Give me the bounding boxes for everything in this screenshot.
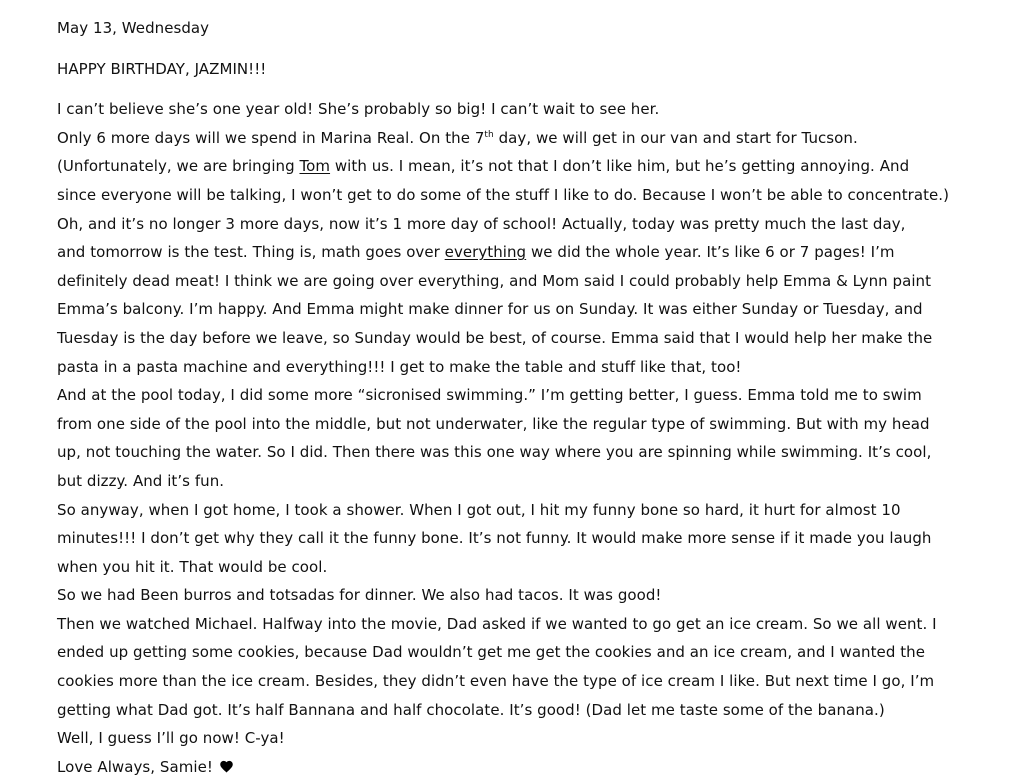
line-text: day, we will get in our van and start for Tucson. xyxy=(493,128,858,147)
line-text: minutes!!! I don’t get why they call it the funny bone. It’s not funny. It would make more sense if it made you laugh xyxy=(57,529,932,548)
entry-line xyxy=(57,181,962,210)
line-text: Well, I guess I’ll go now! C-ya! xyxy=(57,729,285,748)
line-text: we did the whole year. It’s like 6 or 7 pages! I’m xyxy=(526,243,895,262)
line-text: when you hit it. That would be cool. xyxy=(57,557,328,576)
entry-line xyxy=(57,524,962,553)
line-text: since everyone will be talking, I won’t get to do some of the stuff I like to do. Because I won’t be able to concentrate.) xyxy=(57,185,950,204)
heart-icon xyxy=(219,759,234,774)
line-text: Tuesday is the day before we leave, so Sunday would be best, of course. Emma said that I would help her make the xyxy=(57,328,933,347)
entry-line xyxy=(57,124,962,153)
entry-line xyxy=(57,724,962,753)
ordinal-suffix: th xyxy=(484,129,494,140)
entry-line xyxy=(57,638,962,667)
line-text: getting what Dad got. It’s half Bannana and half chocolate. It’s good! (Dad let me taste some of the banana.) xyxy=(57,700,885,719)
entry-line xyxy=(57,381,962,410)
entry-line xyxy=(57,610,962,639)
line-text: cookies more than the ice cream. Besides, they didn’t even have the type of ice cream I like. But next time I go, I’m xyxy=(57,672,935,691)
line-text: And at the pool today, I did some more “sicronised swimming.” I’m getting better, I guess. Emma told me to swim xyxy=(57,386,922,405)
entry-line xyxy=(57,353,962,382)
underlined-word: Tom xyxy=(299,157,331,176)
line-text: and tomorrow is the test. Thing is, math goes over xyxy=(57,243,445,262)
line-text: up, not touching the water. So I did. Then there was this one way where you are spinning while swimming. It’s cool, xyxy=(57,443,932,462)
entry-line xyxy=(57,438,962,467)
entry-line xyxy=(57,152,962,181)
entry-line xyxy=(57,210,962,239)
entry-line xyxy=(57,267,962,296)
entry-date: May 13, Wednesday xyxy=(57,19,210,37)
entry-line xyxy=(57,238,962,267)
entry-line xyxy=(57,324,962,353)
entry-line xyxy=(57,696,962,725)
entry-line xyxy=(57,553,962,582)
line-text: definitely dead meat! I think we are going over everything, and Mom said I could probably help Emma & Lynn paint xyxy=(57,271,932,290)
entry-line xyxy=(57,581,962,610)
entry-greeting: HAPPY BIRTHDAY, JAZMIN!!! xyxy=(57,59,267,78)
line-text: from one side of the pool into the middle, but not underwater, like the regular type of swimming. But with my head xyxy=(57,414,930,433)
entry-line xyxy=(57,496,962,525)
entry-line xyxy=(57,467,962,496)
entry-line xyxy=(57,295,962,324)
line-text: Emma’s balcony. I’m happy. And Emma might make dinner for us on Sunday. It was either Sunday or Tuesday, and xyxy=(57,300,923,319)
entry-line xyxy=(57,753,962,782)
entry-line xyxy=(57,667,962,696)
line-text: I can’t believe she’s one year old! She’s probably so big! I can’t wait to see her. xyxy=(57,100,660,119)
underlined-word: everything xyxy=(444,243,527,262)
line-text: Oh, and it’s no longer 3 more days, now it’s 1 more day of school! Actually, today was pretty much the last day, xyxy=(57,214,906,233)
line-text: Then we watched Michael. Halfway into the movie, Dad asked if we wanted to go get an ice cream. So we all went. I xyxy=(57,614,937,633)
line-text: Love Always, Samie! xyxy=(57,757,213,776)
entry-line xyxy=(57,410,962,439)
line-text: Only 6 more days will we spend in Marina Real. On the 7 xyxy=(57,128,485,147)
line-text: So we had Been burros and totsadas for dinner. We also had tacos. It was good! xyxy=(57,586,662,605)
entry-body xyxy=(57,95,962,781)
line-text: (Unfortunately, we are bringing xyxy=(57,157,300,176)
line-text: So anyway, when I got home, I took a shower. When I got out, I hit my funny bone so hard, it hurt for almost 10 xyxy=(57,500,901,519)
line-text: but dizzy. And it’s fun. xyxy=(57,471,225,490)
journal-page xyxy=(57,14,962,781)
entry-line xyxy=(57,95,962,124)
line-text: ended up getting some cookies, because Dad wouldn’t get me get the cookies and an ice cream, and I wanted the xyxy=(57,643,925,662)
line-text: pasta in a pasta machine and everything!!! I get to make the table and stuff like that, too! xyxy=(57,357,742,376)
line-text: with us. I mean, it’s not that I don’t like him, but he’s getting annoying. And xyxy=(330,157,910,176)
